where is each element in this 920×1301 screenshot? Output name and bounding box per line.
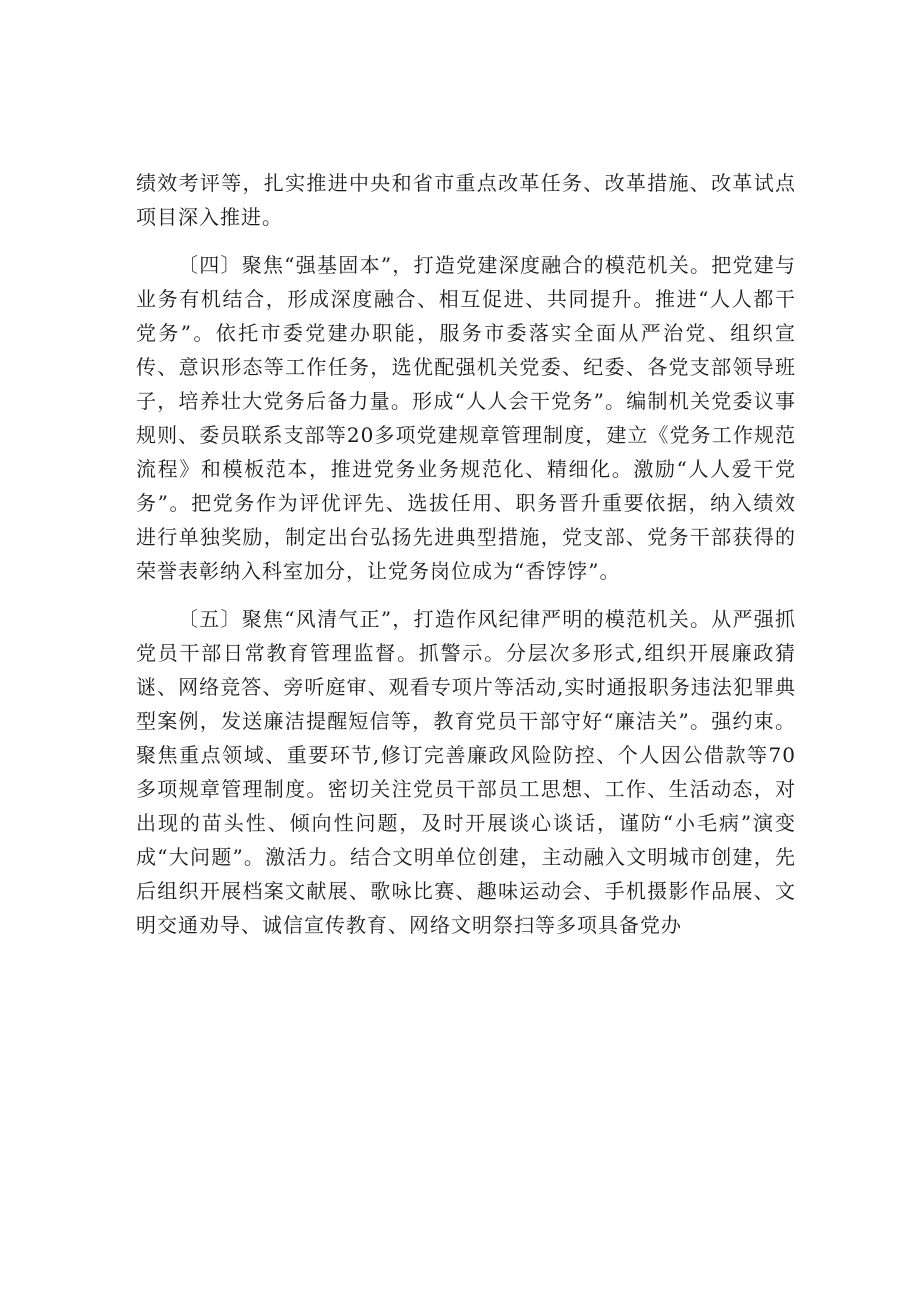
document-body bbox=[136, 166, 796, 942]
paragraph-gap bbox=[136, 234, 796, 248]
paragraph-section-five: 〔五〕聚焦“风清气正”，打造作风纪律严明的模范机关。从严强抓党员干部日常教育管理监督。抓警示。分层次多形式,组织开展廉政猜谜、网络竞答、旁听庭审、观看专项片等活动,实时通报职务违法犯罪典型案例，发送廉洁提醒短信等，教育党员干部守好“廉洁关”。强约束。聚焦重点领域、重要环节,修订完善廉政风险防控、个人因公借款等70多项规章管理制度。密切关注党员干部员工思想、工作、生活动态，对出现的苗头性、倾向性问题，及时开展谈心谈话，谨防“小毛病”演变成“大问题”。激活力。结合文明单位创建，主动融入文明城市创建，先后组织开展档案文献展、歌咏比赛、趣味运动会、手机摄影作品展、文明交通劝导、诚信宣传教育、网络文明祭扫等多项具备党办 bbox=[136, 607, 796, 937]
paragraph-gap bbox=[136, 588, 796, 602]
paragraph-section-four: 〔四〕聚焦“强基固本”，打造党建深度融合的模范机关。把党建与业务有机结合，形成深度融合、相互促进、共同提升。推进“人人都干党务”。依托市委党建办职能，服务市委落实全面从严治党、组织宣传、意识形态等工作任务，选优配强机关党委、纪委、各党支部领导班子，培养壮大党务后备力量。形成“人人会干党务”。编制机关党委议事规则、委员联系支部等20多项党建规章管理制度，建立《党务工作规范流程》和模板范本，推进党务业务规范化、精细化。激励“人人爱干党务”。把党务作为评优评先、选拔任用、职务晋升重要依据，纳入绩效进行单独奖励，制定出台弘扬先进典型措施，党支部、党务干部获得的荣誉表彰纳入科室加分，让党务岗位成为“香饽饽”。 bbox=[136, 253, 796, 583]
paragraph-continuation: 绩效考评等，扎实推进中央和省市重点改革任务、改革措施、改革试点项目深入推进。 bbox=[136, 171, 796, 229]
